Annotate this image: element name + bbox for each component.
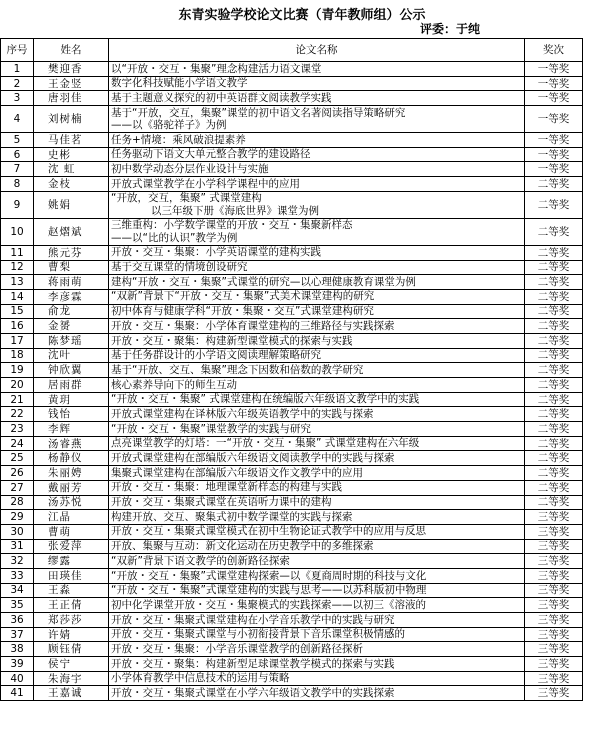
row-number: 14 — [1, 289, 34, 304]
author-name: 曹萌 — [34, 524, 109, 539]
table-row — [1, 495, 583, 510]
paper-title — [109, 245, 525, 260]
row-number: 31 — [1, 539, 34, 554]
row-number: 41 — [1, 686, 34, 701]
paper-title-line: 开放・交互・聚集：构建新型足球课堂教学模式的探索与实践 — [111, 657, 395, 670]
row-number: 11 — [1, 245, 34, 260]
row-number: 35 — [1, 598, 34, 613]
paper-title-line: “开放・交互・集聚”课堂教学的实践与研究 — [111, 422, 311, 435]
award-level: 二等奖 — [525, 275, 583, 290]
author-name: 俞龙 — [34, 304, 109, 319]
row-number: 1 — [1, 62, 34, 77]
row-number: 28 — [1, 495, 34, 510]
paper-title-line: 集聚式课堂建构在部编版六年级语文作文教学中的应用 — [111, 466, 363, 479]
paper-title — [109, 627, 525, 642]
table-row — [1, 363, 583, 378]
table-row — [1, 260, 583, 275]
award-level: 二等奖 — [525, 289, 583, 304]
award-level: 一等奖 — [525, 106, 583, 133]
row-number: 24 — [1, 436, 34, 451]
row-number: 17 — [1, 333, 34, 348]
paper-title — [109, 289, 525, 304]
author-name: 熊元芬 — [34, 245, 109, 260]
award-level: 二等奖 — [525, 333, 583, 348]
author-name: 姚娟 — [34, 191, 109, 218]
table-row — [1, 275, 583, 290]
award-level: 一等奖 — [525, 76, 583, 91]
author-name: 顾钰倩 — [34, 642, 109, 657]
row-number: 22 — [1, 407, 34, 422]
author-name: 金枝 — [34, 177, 109, 192]
paper-title-line: 开放・交互・集聚：小学英语课堂的建构实践 — [111, 246, 321, 259]
table-row — [1, 480, 583, 495]
paper-title-line: 以三年级下册《海底世界》课堂为例 — [151, 204, 319, 217]
author-name: 李彦霖 — [34, 289, 109, 304]
table-row — [1, 671, 583, 686]
paper-title-line: 任务驱动下语文大单元整合教学的建设路径 — [111, 148, 311, 161]
paper-title — [109, 106, 525, 133]
author-name: 许婧 — [34, 627, 109, 642]
award-level: 二等奖 — [525, 177, 583, 192]
award-level: 三等奖 — [525, 510, 583, 525]
author-name: 杨静仪 — [34, 451, 109, 466]
paper-title — [109, 436, 525, 451]
paper-title — [109, 363, 525, 378]
award-level: 二等奖 — [525, 436, 583, 451]
paper-title-line: “双新”背景下“开放・交互・集聚”式美术课堂建构的研究 — [111, 290, 375, 303]
paper-title — [109, 260, 525, 275]
row-number: 6 — [1, 147, 34, 162]
row-number: 34 — [1, 583, 34, 598]
table-row — [1, 657, 583, 672]
row-number: 10 — [1, 218, 34, 245]
paper-title-line: 开放・交互・集聚式课堂与小初衔接背景下音乐课堂积极情感的 — [111, 628, 405, 641]
paper-title-line: “开放・交互・集聚”式课堂建构探索—以《夏商周时期的科技与文化 — [111, 569, 427, 582]
column-header-name: 姓名 — [34, 39, 109, 62]
author-name: 刘树楠 — [34, 106, 109, 133]
award-level: 二等奖 — [525, 363, 583, 378]
paper-title-line: 数字化科技赋能小学语文教学 — [111, 77, 248, 90]
paper-title — [109, 378, 525, 393]
row-number: 19 — [1, 363, 34, 378]
paper-title — [109, 392, 525, 407]
table-row — [1, 539, 583, 554]
paper-title — [109, 539, 525, 554]
table-row — [1, 451, 583, 466]
row-number: 16 — [1, 319, 34, 334]
author-name: 张爱萍 — [34, 539, 109, 554]
paper-title — [109, 568, 525, 583]
author-name: 王淼 — [34, 583, 109, 598]
page-title: 东青实验学校论文比赛（青年教师组）公示 — [178, 8, 426, 23]
paper-title-line: 开放・交互・集聚：小学体育课堂建构的三维路径与实践探索 — [111, 319, 395, 332]
row-number: 26 — [1, 466, 34, 481]
award-level: 二等奖 — [525, 480, 583, 495]
row-number: 36 — [1, 613, 34, 628]
row-number: 5 — [1, 133, 34, 148]
judge-label: 评委：于纯 — [420, 22, 481, 36]
award-level: 二等奖 — [525, 348, 583, 363]
award-level: 一等奖 — [525, 91, 583, 106]
award-level: 二等奖 — [525, 495, 583, 510]
row-number: 3 — [1, 91, 34, 106]
paper-title-line: 基于“开放、交互、集聚”理念下因数和倍数的教学研究 — [111, 363, 364, 376]
author-name: 钱怡 — [34, 407, 109, 422]
author-name: 侯宁 — [34, 657, 109, 672]
author-name: 朱海宇 — [34, 671, 109, 686]
author-name: 曹梨 — [34, 260, 109, 275]
paper-title — [109, 133, 525, 148]
table-row — [1, 218, 583, 245]
paper-title — [109, 275, 525, 290]
paper-title-line: 初中化学课堂开放・交互・集聚模式的实践探索——以初三《溶液的 — [111, 598, 426, 611]
table-row — [1, 436, 583, 451]
column-header-award: 奖次 — [525, 39, 583, 62]
paper-title — [109, 319, 525, 334]
table-row — [1, 568, 583, 583]
table-row — [1, 392, 583, 407]
author-name: 王金竖 — [34, 76, 109, 91]
award-level: 二等奖 — [525, 260, 583, 275]
table-row — [1, 76, 583, 91]
author-name: 马佳茗 — [34, 133, 109, 148]
award-level: 三等奖 — [525, 539, 583, 554]
author-name: 唐羽佳 — [34, 91, 109, 106]
paper-title-line: ——以《骆驼祥子》为例 — [111, 119, 227, 132]
table-row — [1, 348, 583, 363]
table-row — [1, 510, 583, 525]
award-level: 三等奖 — [525, 642, 583, 657]
row-number: 40 — [1, 671, 34, 686]
table-row — [1, 289, 583, 304]
author-name: 沈 虹 — [34, 162, 109, 177]
paper-title — [109, 191, 525, 218]
column-header-number: 序号 — [1, 39, 34, 62]
author-name: 汤睿燕 — [34, 436, 109, 451]
table-row — [1, 598, 583, 613]
paper-title — [109, 613, 525, 628]
paper-title-line: 开放・交互・集聚式课堂在小学六年级语文教学中的实践探索 — [111, 687, 395, 700]
table-row — [1, 686, 583, 701]
paper-title — [109, 147, 525, 162]
table-row — [1, 407, 583, 422]
paper-title — [109, 495, 525, 510]
table-row — [1, 583, 583, 598]
award-level: 二等奖 — [525, 466, 583, 481]
row-number: 8 — [1, 177, 34, 192]
table-row — [1, 627, 583, 642]
row-number: 12 — [1, 260, 34, 275]
award-level: 二等奖 — [525, 319, 583, 334]
paper-title — [109, 451, 525, 466]
table-row — [1, 162, 583, 177]
paper-title — [109, 407, 525, 422]
award-level: 二等奖 — [525, 407, 583, 422]
paper-title-line: ——以“比的认识”教学为例 — [111, 231, 238, 244]
paper-title-line: 开放式课堂教学在小学科学课程中的应用 — [111, 177, 300, 190]
award-level: 二等奖 — [525, 378, 583, 393]
award-level: 一等奖 — [525, 162, 583, 177]
paper-title-line: 开放・交互・集聚：小学音乐课堂教学的创新路径探析 — [111, 642, 363, 655]
table-row — [1, 524, 583, 539]
paper-title — [109, 162, 525, 177]
author-name: 史彬 — [34, 147, 109, 162]
paper-title — [109, 348, 525, 363]
paper-title — [109, 657, 525, 672]
row-number: 21 — [1, 392, 34, 407]
results-table — [0, 38, 583, 701]
paper-title-line: “开放・交互・集聚” 式课堂建构在统编版六年级语文教学中的实践 — [111, 393, 420, 406]
author-name: 沈叶 — [34, 348, 109, 363]
row-number: 25 — [1, 451, 34, 466]
paper-title-line: 基于交互课堂的情境创设研究 — [111, 261, 248, 274]
row-number: 30 — [1, 524, 34, 539]
paper-title-line: “双新”背景下语文教学的创新路径探索 — [111, 554, 290, 567]
column-header-title: 论文名称 — [109, 39, 525, 62]
award-level: 三等奖 — [525, 657, 583, 672]
row-number: 32 — [1, 554, 34, 569]
paper-title-line: 任务+情境：乘风破浪提素养 — [111, 133, 246, 146]
award-level: 二等奖 — [525, 392, 583, 407]
paper-title-line: 三维重构：小学数学课堂的开放・交互・集聚新样态 — [111, 219, 353, 232]
paper-title — [109, 466, 525, 481]
row-number: 4 — [1, 106, 34, 133]
paper-title-line: 小学体育教学中信息技术的运用与策略 — [111, 672, 290, 685]
row-number: 33 — [1, 568, 34, 583]
award-level: 二等奖 — [525, 422, 583, 437]
award-level: 三等奖 — [525, 671, 583, 686]
table-row — [1, 554, 583, 569]
paper-title-line: 基于任务群设计的小学语文阅读理解策略研究 — [111, 349, 321, 362]
paper-title-line: 基于主题意义探究的初中英语群文阅读教学实践 — [111, 91, 332, 104]
author-name: 金赟 — [34, 319, 109, 334]
paper-title-line: 开放・交互・集聚式课堂模式在初中生物论证式教学中的应用与反思 — [111, 525, 426, 538]
row-number: 7 — [1, 162, 34, 177]
table-row — [1, 642, 583, 657]
row-number: 39 — [1, 657, 34, 672]
table-row — [1, 378, 583, 393]
paper-title-line: 开放・交互・集聚式课堂在英语听力课中的建构 — [111, 496, 332, 509]
author-name: 陈梦瑶 — [34, 333, 109, 348]
table-row — [1, 133, 583, 148]
award-level: 三等奖 — [525, 598, 583, 613]
row-number: 2 — [1, 76, 34, 91]
award-level: 二等奖 — [525, 451, 583, 466]
row-number: 9 — [1, 191, 34, 218]
award-level: 一等奖 — [525, 133, 583, 148]
award-level: 三等奖 — [525, 568, 583, 583]
author-name: 王嘉诚 — [34, 686, 109, 701]
paper-title-line: 构建开放、交互、聚集式初中数学课堂的实践与探索 — [111, 510, 353, 523]
author-name: 朱丽娉 — [34, 466, 109, 481]
paper-title — [109, 62, 525, 77]
author-name: 赵熠斌 — [34, 218, 109, 245]
author-name: 郑莎莎 — [34, 613, 109, 628]
paper-title — [109, 554, 525, 569]
award-level: 一等奖 — [525, 147, 583, 162]
table-row — [1, 62, 583, 77]
table-row — [1, 466, 583, 481]
row-number: 23 — [1, 422, 34, 437]
award-level: 三等奖 — [525, 524, 583, 539]
author-name: 江晶 — [34, 510, 109, 525]
table-row — [1, 147, 583, 162]
paper-title — [109, 671, 525, 686]
author-name: 黄玥 — [34, 392, 109, 407]
author-name: 蒋雨萌 — [34, 275, 109, 290]
paper-title-line: 开放式课堂建构在译林版六年级英语教学中的实践与探索 — [111, 407, 374, 420]
table-row — [1, 177, 583, 192]
award-level: 二等奖 — [525, 191, 583, 218]
paper-title-line: 初中数学动态分层作业设计与实施 — [111, 163, 269, 176]
paper-title — [109, 510, 525, 525]
paper-title-line: 开放、集聚与互动：新文化运动在历史教学中的多维探索 — [111, 540, 374, 553]
paper-title — [109, 480, 525, 495]
award-level: 三等奖 — [525, 583, 583, 598]
row-number: 38 — [1, 642, 34, 657]
award-level: 二等奖 — [525, 245, 583, 260]
row-number: 15 — [1, 304, 34, 319]
award-level: 一等奖 — [525, 62, 583, 77]
author-name: 樊迎香 — [34, 62, 109, 77]
author-name: 李辉 — [34, 422, 109, 437]
table-row — [1, 304, 583, 319]
row-number: 37 — [1, 627, 34, 642]
row-number: 13 — [1, 275, 34, 290]
table-header-row — [1, 39, 583, 62]
paper-title — [109, 686, 525, 701]
author-name: 钟欣翼 — [34, 363, 109, 378]
paper-title — [109, 598, 525, 613]
row-number: 20 — [1, 378, 34, 393]
table-row — [1, 245, 583, 260]
paper-title — [109, 583, 525, 598]
table-row — [1, 191, 583, 218]
row-number: 18 — [1, 348, 34, 363]
table-row — [1, 613, 583, 628]
row-number: 27 — [1, 480, 34, 495]
paper-title — [109, 524, 525, 539]
paper-title-line: 建构“开放・交互・集聚”式课堂的研究—以心理健康教育课堂为例 — [111, 275, 416, 288]
paper-title-line: 以“开放・交互・集聚”理念构建活力语文课堂 — [111, 62, 322, 75]
table-row — [1, 422, 583, 437]
paper-title — [109, 76, 525, 91]
paper-title — [109, 642, 525, 657]
author-name: 王正倩 — [34, 598, 109, 613]
paper-title-line: 初中体育与健康学科“开放・集聚・交互”式课堂建构研究 — [111, 305, 374, 318]
table-row — [1, 333, 583, 348]
paper-title — [109, 422, 525, 437]
author-name: 戴丽芳 — [34, 480, 109, 495]
paper-title-line: 开放・交互・集聚：地理课堂新样态的构建与实践 — [111, 481, 342, 494]
award-level: 三等奖 — [525, 627, 583, 642]
paper-title — [109, 333, 525, 348]
paper-title — [109, 218, 525, 245]
award-level: 三等奖 — [525, 613, 583, 628]
paper-title-line: “开放，交互，集聚” 式课堂建构 — [111, 192, 262, 205]
author-name: 汤苏悦 — [34, 495, 109, 510]
paper-title-line: “开放・交互・集聚”式课堂建构的实践与思考——以苏科版初中物理 — [111, 584, 427, 597]
award-level: 三等奖 — [525, 686, 583, 701]
award-level: 三等奖 — [525, 554, 583, 569]
award-level: 二等奖 — [525, 218, 583, 245]
paper-title-line: 开放・交互・聚集：构建新型课堂模式的探索与实践 — [111, 334, 353, 347]
paper-title-line: 点亮课堂教学的灯塔：一“开放・交互・集聚” 式课堂建构在六年级 — [111, 437, 420, 450]
author-name: 居雨群 — [34, 378, 109, 393]
paper-title — [109, 304, 525, 319]
award-level: 二等奖 — [525, 304, 583, 319]
paper-title-line: 基于“开放，交互，集聚”课堂的初中语文名著阅读指导策略研究 — [111, 106, 406, 119]
table-row — [1, 319, 583, 334]
author-name: 田瑛佳 — [34, 568, 109, 583]
paper-title — [109, 177, 525, 192]
table-row — [1, 106, 583, 133]
paper-title-line: 开放・交互・集聚式课堂建构在小学音乐教学中的实践与研究 — [111, 613, 395, 626]
table-row — [1, 91, 583, 106]
paper-title — [109, 91, 525, 106]
paper-title-line: 核心素养导向下的师生互动 — [111, 378, 237, 391]
row-number: 29 — [1, 510, 34, 525]
author-name: 缪露 — [34, 554, 109, 569]
paper-title-line: 开放式课堂建构在部编版六年级语文阅读教学中的实践与探索 — [111, 452, 395, 465]
